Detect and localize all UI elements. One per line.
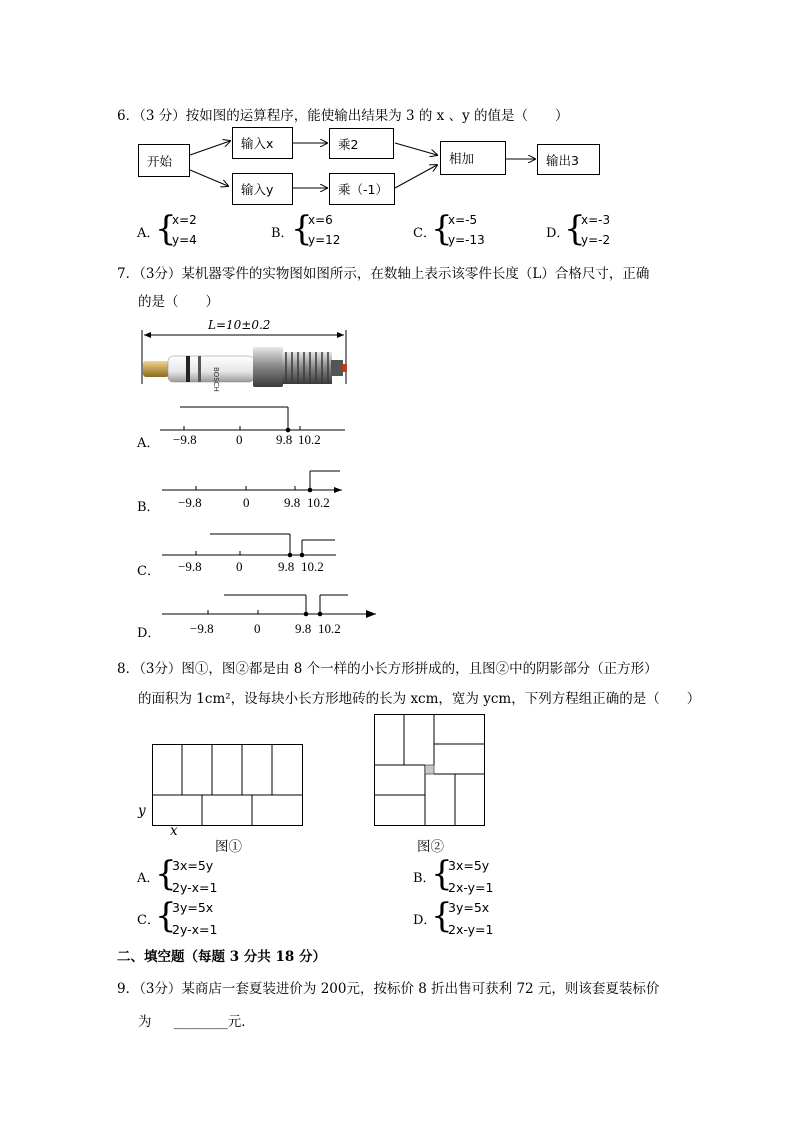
q8-option-c-system: 3y=5x 2y-x=1: [172, 900, 218, 937]
q6-option-c-label: C．: [413, 226, 436, 241]
var-x-label: x: [170, 823, 178, 839]
q9-prefix: 为: [138, 1014, 152, 1030]
q8-option-a-label: A．: [137, 871, 160, 886]
q7-option-d-label: D．: [137, 626, 161, 641]
section-2-title: 二、填空题（每题 3 分共 18 分）: [117, 949, 326, 965]
tick-label: 9.8: [284, 495, 301, 510]
brace: {: [155, 896, 177, 936]
q6-option-d-system: x=-3 y=-2: [581, 213, 611, 247]
q7-option-a-label: A．: [137, 436, 160, 451]
q8-option-b-system: 3x=5y 2x-y=1: [448, 858, 494, 895]
q6-option-c-system: x=-5 y=-13: [448, 213, 485, 247]
tick-label: 0: [236, 559, 243, 574]
tick-label: 0: [236, 432, 243, 447]
q9-stem-line1: 9．（3分）某商店一套夏装进价为 200元，按标价 8 折出售可获利 72 元，则该套夏装标价: [117, 981, 660, 997]
q8-figure-1: [152, 744, 304, 828]
q6-option-d-label: D．: [546, 226, 570, 241]
brace: {: [291, 209, 313, 249]
brace: {: [564, 209, 586, 249]
tick-label: 0: [254, 621, 261, 636]
svg-text:BOSCH: BOSCH: [212, 367, 220, 392]
flow-output: 输出3: [537, 144, 600, 175]
q8-stem-line2: 的面积为 1cm²，设每块小长方形地砖的长为 xcm，宽为 ycm，下列方程组正确的是（ ）: [138, 691, 701, 707]
q7-stem-line1: 7．（3分）某机器零件的实物图如图所示，在数轴上表示该零件长度（L）合格尺寸，正确: [117, 266, 650, 282]
q9-answer-blank[interactable]: ________: [173, 1014, 228, 1030]
figure-2-caption: 图②: [417, 839, 444, 855]
flow-add: 相加: [440, 141, 506, 175]
q7-option-c-label: C．: [137, 564, 160, 579]
flow-multiply-neg1: 乘（-1）: [329, 173, 395, 205]
q8-figure-2: [374, 714, 486, 828]
brace: {: [431, 209, 453, 249]
q8-stem-line1: 8．（3分）图①，图②都是由 8 个一样的小长方形拼成的，且图②中的阴影部分（正方形）: [117, 661, 658, 677]
q7-stem-line2: 的是（ ）: [138, 294, 219, 310]
brace: {: [155, 854, 177, 894]
tick-label: 0: [243, 495, 250, 510]
tick-label: 10.2: [301, 559, 324, 574]
q6-option-b-system: x=6 y=12: [308, 213, 341, 247]
spark-plug-image: [140, 322, 350, 392]
flow-multiply-2: 乘2: [329, 128, 394, 159]
q6-option-a-system: x=2 y=4: [172, 213, 197, 247]
q8-option-b-label: B．: [413, 871, 436, 886]
brace: {: [431, 854, 453, 894]
q6-option-b-label: B．: [271, 226, 294, 241]
tick-label: −9.8: [178, 559, 202, 574]
q8-option-c-label: C．: [137, 913, 160, 928]
var-y-label: y: [138, 803, 146, 819]
dimension-label: L=10±0.2: [208, 318, 271, 332]
q9-stem-line2: [138, 1010, 255, 1030]
tick-label: 9.8: [295, 621, 312, 636]
figure-1-caption: 图①: [215, 839, 242, 855]
brace: {: [431, 896, 453, 936]
tick-label: 9.8: [278, 559, 295, 574]
brace: {: [155, 209, 177, 249]
tick-label: −9.8: [178, 495, 202, 510]
tick-label: 10.2: [298, 432, 321, 447]
q6-option-a-label: A．: [137, 226, 160, 241]
q8-option-d-label: D．: [413, 913, 437, 928]
q7-option-d-number-line: [150, 588, 390, 638]
tick-label: 9.8: [276, 432, 293, 447]
tick-label: −9.8: [190, 621, 214, 636]
q8-option-d-system: 3y=5x 2x-y=1: [448, 900, 494, 937]
q6-stem: 6．（3 分）按如图的运算程序，能使输出结果为 3 的 x 、y 的值是（ ）: [117, 108, 569, 124]
q9-suffix: 元．: [227, 1014, 255, 1030]
flow-start: 开始: [138, 144, 190, 177]
flow-input-x: 输入x: [232, 127, 293, 159]
q7-option-b-label: B．: [137, 500, 160, 515]
tick-label: 10.2: [318, 621, 341, 636]
flow-input-y: 输入y: [232, 173, 293, 205]
q8-option-a-system: 3x=5y 2y-x=1: [172, 858, 218, 895]
tick-label: −9.8: [173, 432, 197, 447]
tick-label: 10.2: [307, 495, 330, 510]
